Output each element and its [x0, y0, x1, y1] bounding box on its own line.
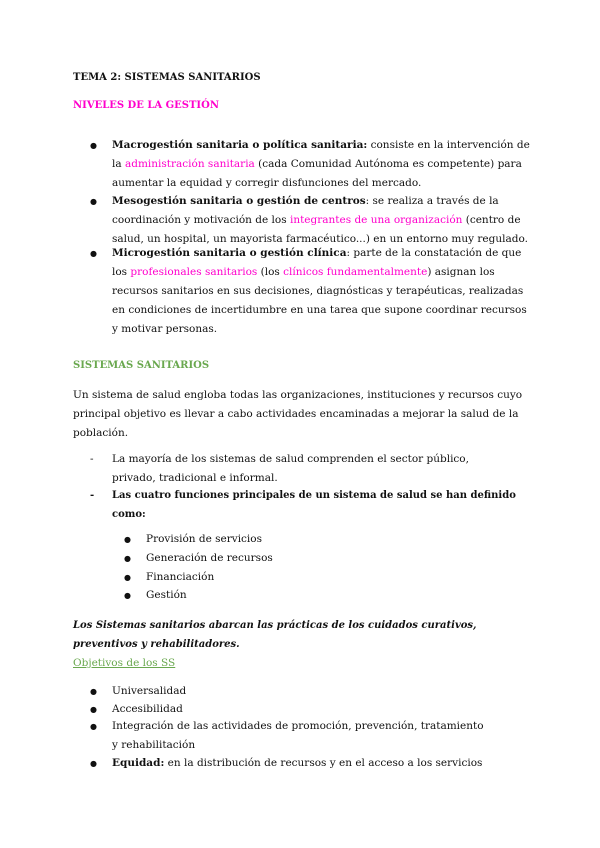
funcion-item: ● Gestión — [146, 586, 187, 605]
objetivo-item: ● Accesibilidad — [112, 700, 183, 719]
objetivo-term: Equidad: — [112, 757, 165, 769]
niveles-term: Mesogestión sanitaria o gestión de centros — [112, 195, 366, 207]
niveles-highlight: profesionales sanitarios — [130, 266, 258, 278]
niveles-term: Macrogestión sanitaria o política sanitaria: — [112, 139, 368, 151]
sistemas-heading: SISTEMAS SANITARIOS — [73, 360, 210, 371]
funcion-item: ● Provisión de servicios — [146, 530, 262, 549]
objetivo-item: ● Integración de las actividades de promoción, prevención, tratamiento y rehabilitación — [112, 717, 492, 755]
niveles-item-meso — [112, 192, 532, 249]
niveles-item-micro — [112, 244, 532, 339]
niveles-highlight: clínicos fundamentalmente — [283, 266, 428, 278]
dash-item: - Las cuatro funciones principales de un sistema de salud se han definido como: — [112, 486, 552, 524]
niveles-text: consiste en la intervención de la — [112, 139, 530, 170]
funcion-item: ● Generación de recursos — [146, 549, 273, 568]
dash-item: - La mayoría de los sistemas de salud comprenden el sector público, privado, tradicional e informal. — [112, 450, 512, 488]
niveles-highlight: administración sanitaria — [124, 158, 255, 170]
niveles-text: (cada Comunidad Autónoma es competente) para aumentar la equidad y corregir disfunciones del mercado. — [112, 158, 522, 189]
document-title: TEMA 2: SISTEMAS SANITARIOS — [73, 72, 261, 83]
objetivo-item: ● Universalidad — [112, 682, 186, 701]
niveles-text: : parte de la constatación de que los — [112, 247, 522, 278]
objetivos-heading: Objetivos de los SS — [73, 657, 176, 669]
niveles-text: ) asignan los recursos sanitarios en sus decisiones, diagnósticas y terapéuticas, realizadas en condiciones de incertidumbre en una tarea que supone coordinar recursos y motivar personas. — [112, 266, 527, 335]
objetivo-text: en la distribución de recursos y en el acceso a los servicios — [164, 757, 483, 769]
niveles-term: Microgestión sanitaria o gestión clínica — [112, 247, 347, 259]
funcion-item: ● Financiación — [146, 568, 214, 587]
niveles-item-macro — [112, 136, 532, 193]
niveles-text: : se realiza a través de la coordinación y motivación de los — [112, 195, 499, 226]
niveles-text: (los — [257, 266, 284, 278]
sistemas-intro: Un sistema de salud engloba todas las organizaciones, instituciones y recursos cuyo principal objetivo es llevar a cabo actividades encaminadas a mejorar la salud de la población. — [73, 389, 523, 439]
niveles-highlight: integrantes de una organización — [289, 214, 463, 226]
niveles-heading: NIVELES DE LA GESTIÓN — [73, 100, 219, 111]
niveles-text: (centro de salud, un hospital, un mayorista farmacéutico...) en un entorno muy regulado. — [112, 214, 528, 245]
objetivo-item-equidad — [112, 754, 532, 773]
italic-statement: Los Sistemas sanitarios abarcan las prácticas de los cuidados curativos, preventivos y rehabilitadores. — [73, 620, 477, 650]
